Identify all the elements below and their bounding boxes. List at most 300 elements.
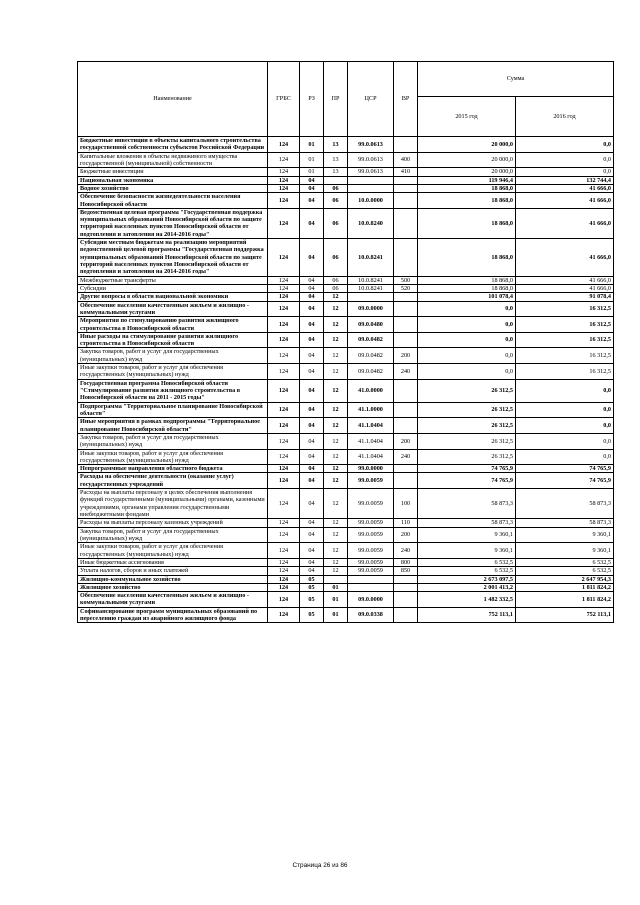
row-sum-2016: 1 811 824,2 xyxy=(516,592,614,608)
row-sum-2015: 0,0 xyxy=(418,332,516,348)
row-grbs: 124 xyxy=(268,527,300,543)
row-sum-2016: 0,0 xyxy=(516,168,614,176)
header-pr: ПР xyxy=(324,62,348,137)
table-row xyxy=(78,176,614,184)
table-row xyxy=(78,193,614,209)
row-csr: 99.0.0059 xyxy=(348,543,394,559)
row-sum-2016: 16 312,5 xyxy=(516,301,614,317)
row-name: Национальная экономика xyxy=(78,176,268,184)
row-name: Иные закупки товаров, работ и услуг для обеспечения государственных (муниципальных) нужд xyxy=(78,543,268,559)
row-grbs: 124 xyxy=(268,592,300,608)
row-sum-2016: 41 666,0 xyxy=(516,284,614,292)
table-row xyxy=(78,465,614,473)
row-csr: 10.0.8241 xyxy=(348,284,394,292)
header-name: Наименование xyxy=(78,62,268,137)
row-grbs: 124 xyxy=(268,575,300,583)
row-csr: 99.0.0059 xyxy=(348,519,394,527)
row-csr: 99.0.0613 xyxy=(348,168,394,176)
row-pr: 12 xyxy=(324,449,348,465)
table-row xyxy=(78,418,614,434)
row-vr: 200 xyxy=(394,527,418,543)
table-row xyxy=(78,348,614,364)
table-row xyxy=(78,276,614,284)
row-rz: 04 xyxy=(300,465,324,473)
row-rz: 04 xyxy=(300,208,324,238)
row-name: Ведомственная целевая программа "Государственная поддержка муниципальных образований Новосибирской области по защите территорий населенных пунктов Новосибирской области от подтопления и затопления на 2014-2016 годы" xyxy=(78,208,268,238)
row-sum-2015: 26 312,5 xyxy=(418,433,516,449)
row-sum-2015: 0,0 xyxy=(418,301,516,317)
row-sum-2016: 41 666,0 xyxy=(516,239,614,277)
row-grbs: 124 xyxy=(268,276,300,284)
row-pr: 06 xyxy=(324,284,348,292)
row-pr: 06 xyxy=(324,184,348,192)
row-vr xyxy=(394,137,418,153)
row-sum-2016: 0,0 xyxy=(516,152,614,168)
row-csr: 99.0.0613 xyxy=(348,152,394,168)
row-grbs: 124 xyxy=(268,543,300,559)
row-rz: 04 xyxy=(300,418,324,434)
row-vr: 500 xyxy=(394,276,418,284)
row-csr xyxy=(348,583,394,591)
row-name: Обеспечение безопасности жизнедеятельности населения Новосибирской области xyxy=(78,193,268,209)
row-pr xyxy=(324,176,348,184)
row-sum-2015: 20 000,0 xyxy=(418,137,516,153)
table-row xyxy=(78,575,614,583)
table-row xyxy=(78,567,614,575)
row-sum-2016: 41 666,0 xyxy=(516,208,614,238)
row-csr: 99.0.0059 xyxy=(348,567,394,575)
table-row xyxy=(78,519,614,527)
row-grbs: 124 xyxy=(268,583,300,591)
row-sum-2016: 58 873,3 xyxy=(516,519,614,527)
row-rz: 04 xyxy=(300,239,324,277)
row-name: Капитальные вложения в объекты недвижимого имущества государственной (муниципальной) собственности xyxy=(78,152,268,168)
row-sum-2016: 74 765,9 xyxy=(516,465,614,473)
header-csr: ЦСР xyxy=(348,62,394,137)
row-pr: 12 xyxy=(324,348,348,364)
row-vr xyxy=(394,208,418,238)
row-pr: 12 xyxy=(324,301,348,317)
row-sum-2015: 18 868,0 xyxy=(418,276,516,284)
row-name: Обеспечение населения качественным жильем и жилищно - коммунальными услугами xyxy=(78,592,268,608)
row-pr: 12 xyxy=(324,379,348,402)
row-vr xyxy=(394,176,418,184)
row-pr: 01 xyxy=(324,592,348,608)
row-grbs: 124 xyxy=(268,489,300,519)
row-rz: 05 xyxy=(300,583,324,591)
row-sum-2016: 0,0 xyxy=(516,418,614,434)
row-sum-2015: 6 532,5 xyxy=(418,567,516,575)
table-row xyxy=(78,184,614,192)
row-rz: 01 xyxy=(300,137,324,153)
row-name: Подпрограмма "Территориальное планирование Новосибирской области" xyxy=(78,402,268,418)
row-name: Бюджетные инвестиции в объекты капитального строительства государственной собственности субъектов Российской Федерации xyxy=(78,137,268,153)
row-rz: 01 xyxy=(300,168,324,176)
row-vr: 520 xyxy=(394,284,418,292)
row-name: Межбюджетные трансферты xyxy=(78,276,268,284)
header-grbs: ГРБС xyxy=(268,62,300,137)
row-rz: 04 xyxy=(300,489,324,519)
row-csr: 99.0.0059 xyxy=(348,527,394,543)
row-csr: 09.0.0480 xyxy=(348,317,394,333)
row-vr xyxy=(394,575,418,583)
table-row xyxy=(78,473,614,489)
row-sum-2016: 6 532,5 xyxy=(516,567,614,575)
row-csr xyxy=(348,176,394,184)
row-name: Расходы на выплаты персоналу в целях обеспечения выполнения функций государственными (муниципальными) органами, казенными учреждениями, органами управления государственными внебюджетными фондами xyxy=(78,489,268,519)
header-sum: Сумма xyxy=(418,62,614,97)
row-sum-2016: 41 666,0 xyxy=(516,184,614,192)
row-vr xyxy=(394,317,418,333)
row-grbs: 124 xyxy=(268,364,300,380)
row-rz: 04 xyxy=(300,433,324,449)
row-sum-2015: 20 000,0 xyxy=(418,152,516,168)
row-grbs: 124 xyxy=(268,184,300,192)
row-sum-2015: 2 673 097,5 xyxy=(418,575,516,583)
row-vr: 410 xyxy=(394,168,418,176)
table-row xyxy=(78,168,614,176)
table-row xyxy=(78,332,614,348)
table-row xyxy=(78,449,614,465)
row-pr: 12 xyxy=(324,519,348,527)
row-csr: 09.0.0482 xyxy=(348,348,394,364)
row-name: Водное хозяйство xyxy=(78,184,268,192)
row-sum-2016: 9 360,1 xyxy=(516,543,614,559)
row-name: Непрограммные направления областного бюджета xyxy=(78,465,268,473)
row-sum-2015: 0,0 xyxy=(418,317,516,333)
row-grbs: 124 xyxy=(268,433,300,449)
header-rz: РЗ xyxy=(300,62,324,137)
row-grbs: 124 xyxy=(268,379,300,402)
row-rz: 05 xyxy=(300,575,324,583)
row-name: Софинансирование программ муниципальных образований по переселению граждан из аварийного жилищного фонда xyxy=(78,607,268,623)
row-sum-2016: 74 765,9 xyxy=(516,473,614,489)
row-rz: 04 xyxy=(300,527,324,543)
row-pr: 12 xyxy=(324,317,348,333)
table-row xyxy=(78,583,614,591)
row-pr: 12 xyxy=(324,364,348,380)
row-rz: 04 xyxy=(300,449,324,465)
row-sum-2016: 16 312,5 xyxy=(516,364,614,380)
row-pr: 06 xyxy=(324,239,348,277)
row-pr: 12 xyxy=(324,433,348,449)
row-vr xyxy=(394,418,418,434)
row-sum-2016: 41 666,0 xyxy=(516,193,614,209)
table-row xyxy=(78,208,614,238)
row-rz: 04 xyxy=(300,332,324,348)
row-csr: 09.0.0482 xyxy=(348,332,394,348)
row-name: Бюджетные инвестиции xyxy=(78,168,268,176)
row-vr: 240 xyxy=(394,449,418,465)
row-rz: 04 xyxy=(300,184,324,192)
row-sum-2016: 16 312,5 xyxy=(516,332,614,348)
row-pr: 12 xyxy=(324,332,348,348)
row-sum-2015: 2 001 413,2 xyxy=(418,583,516,591)
row-grbs: 124 xyxy=(268,473,300,489)
row-csr: 99.0.0613 xyxy=(348,137,394,153)
row-grbs: 124 xyxy=(268,176,300,184)
row-grbs: 124 xyxy=(268,317,300,333)
row-csr xyxy=(348,184,394,192)
row-sum-2015: 58 873,3 xyxy=(418,519,516,527)
row-grbs: 124 xyxy=(268,152,300,168)
row-rz: 04 xyxy=(300,176,324,184)
row-grbs: 124 xyxy=(268,193,300,209)
table-row xyxy=(78,558,614,566)
row-csr: 41.1.0404 xyxy=(348,418,394,434)
row-sum-2015: 9 360,1 xyxy=(418,543,516,559)
row-grbs: 124 xyxy=(268,208,300,238)
row-sum-2016: 9 360,1 xyxy=(516,527,614,543)
row-name: Расходы на выплаты персоналу казенных учреждений xyxy=(78,519,268,527)
row-csr: 09.0.0482 xyxy=(348,364,394,380)
row-rz: 04 xyxy=(300,317,324,333)
row-csr: 41.1.0404 xyxy=(348,433,394,449)
table-row xyxy=(78,364,614,380)
header-vr: ВР xyxy=(394,62,418,137)
row-sum-2015: 18 868,0 xyxy=(418,193,516,209)
row-pr: 12 xyxy=(324,293,348,301)
row-sum-2015: 18 868,0 xyxy=(418,184,516,192)
row-sum-2016: 752 113,1 xyxy=(516,607,614,623)
row-sum-2016: 132 744,4 xyxy=(516,176,614,184)
row-name: Закупка товаров, работ и услуг для государственных (муниципальных) нужд xyxy=(78,527,268,543)
table-row xyxy=(78,293,614,301)
table-row xyxy=(78,527,614,543)
row-vr: 400 xyxy=(394,152,418,168)
row-name: Закупка товаров, работ и услуг для государственных (муниципальных) нужд xyxy=(78,348,268,364)
row-grbs: 124 xyxy=(268,284,300,292)
row-grbs: 124 xyxy=(268,137,300,153)
row-sum-2016: 41 666,0 xyxy=(516,276,614,284)
row-pr: 12 xyxy=(324,527,348,543)
row-grbs: 124 xyxy=(268,465,300,473)
row-pr: 12 xyxy=(324,543,348,559)
table-row xyxy=(78,402,614,418)
row-name: Иные закупки товаров, работ и услуг для обеспечения государственных (муниципальных) нужд xyxy=(78,364,268,380)
row-sum-2016: 2 647 954,3 xyxy=(516,575,614,583)
row-grbs: 124 xyxy=(268,348,300,364)
row-pr: 06 xyxy=(324,208,348,238)
row-grbs: 124 xyxy=(268,449,300,465)
header-year-2016: 2016 год xyxy=(516,97,614,137)
row-grbs: 124 xyxy=(268,168,300,176)
row-csr: 09.0.0000 xyxy=(348,301,394,317)
row-vr xyxy=(394,184,418,192)
row-sum-2016: 91 078,4 xyxy=(516,293,614,301)
table-row xyxy=(78,543,614,559)
row-vr xyxy=(394,332,418,348)
row-rz: 04 xyxy=(300,348,324,364)
row-vr xyxy=(394,239,418,277)
row-vr xyxy=(394,301,418,317)
row-csr: 99.0.0059 xyxy=(348,489,394,519)
row-vr xyxy=(394,592,418,608)
row-vr: 110 xyxy=(394,519,418,527)
row-sum-2015: 18 868,0 xyxy=(418,284,516,292)
row-vr: 200 xyxy=(394,348,418,364)
row-rz: 04 xyxy=(300,558,324,566)
row-name: Субсидии местным бюджетам на реализацию мероприятий ведомственной целевой программы "Государственная поддержка муниципальных образований Новосибирской области по защите территорий населенных пунктов Новосибирской области от подтопления и затопления на 2014-2016 годы" xyxy=(78,239,268,277)
table-row xyxy=(78,284,614,292)
row-csr: 41.0.0000 xyxy=(348,379,394,402)
row-sum-2015: 101 078,4 xyxy=(418,293,516,301)
table-row xyxy=(78,239,614,277)
row-pr: 01 xyxy=(324,583,348,591)
table-row xyxy=(78,317,614,333)
row-name: Иные расходы на стимулирование развития жилищного строительства в Новосибирской области xyxy=(78,332,268,348)
row-csr: 10.0.0000 xyxy=(348,193,394,209)
row-vr: 240 xyxy=(394,543,418,559)
row-sum-2016: 0,0 xyxy=(516,433,614,449)
row-sum-2016: 0,0 xyxy=(516,379,614,402)
row-pr: 12 xyxy=(324,402,348,418)
row-pr: 12 xyxy=(324,567,348,575)
row-pr: 06 xyxy=(324,276,348,284)
row-sum-2015: 26 312,5 xyxy=(418,418,516,434)
row-vr: 100 xyxy=(394,489,418,519)
row-pr: 12 xyxy=(324,473,348,489)
row-name: Закупка товаров, работ и услуг для государственных (муниципальных) нужд xyxy=(78,433,268,449)
row-name: Иные бюджетные ассигнования xyxy=(78,558,268,566)
row-grbs: 124 xyxy=(268,402,300,418)
row-vr: 850 xyxy=(394,567,418,575)
row-pr: 13 xyxy=(324,152,348,168)
row-name: Иные закупки товаров, работ и услуг для обеспечения государственных (муниципальных) нужд xyxy=(78,449,268,465)
row-pr: 12 xyxy=(324,489,348,519)
row-sum-2015: 6 532,5 xyxy=(418,558,516,566)
row-pr: 12 xyxy=(324,418,348,434)
row-csr: 99.0.0059 xyxy=(348,558,394,566)
row-name: Расходы на обеспечение деятельности (оказание услуг) государственных учреждений xyxy=(78,473,268,489)
row-grbs: 124 xyxy=(268,567,300,575)
row-rz: 04 xyxy=(300,193,324,209)
row-sum-2016: 16 312,5 xyxy=(516,317,614,333)
row-vr xyxy=(394,465,418,473)
row-sum-2015: 0,0 xyxy=(418,348,516,364)
row-rz: 04 xyxy=(300,543,324,559)
row-grbs: 124 xyxy=(268,418,300,434)
row-pr: 12 xyxy=(324,465,348,473)
row-vr xyxy=(394,293,418,301)
row-rz: 04 xyxy=(300,567,324,575)
row-sum-2015: 18 868,0 xyxy=(418,208,516,238)
row-grbs: 124 xyxy=(268,607,300,623)
row-name: Жилищно-коммунальное хозяйство xyxy=(78,575,268,583)
row-sum-2016: 0,0 xyxy=(516,137,614,153)
row-name: Обеспечение населения качественным жильем и жилищно - коммунальными услугами xyxy=(78,301,268,317)
row-csr xyxy=(348,293,394,301)
row-csr: 09.0.0000 xyxy=(348,592,394,608)
row-csr: 09.0.0338 xyxy=(348,607,394,623)
page-number: Страница 26 из 86 xyxy=(292,862,348,869)
row-rz: 04 xyxy=(300,402,324,418)
row-grbs: 124 xyxy=(268,332,300,348)
row-grbs: 124 xyxy=(268,301,300,317)
row-rz: 04 xyxy=(300,379,324,402)
row-rz: 04 xyxy=(300,364,324,380)
row-csr: 41.1.0000 xyxy=(348,402,394,418)
row-pr xyxy=(324,575,348,583)
row-pr: 13 xyxy=(324,168,348,176)
table-row xyxy=(78,607,614,623)
row-pr: 01 xyxy=(324,607,348,623)
row-rz: 04 xyxy=(300,301,324,317)
row-rz: 04 xyxy=(300,519,324,527)
row-vr xyxy=(394,193,418,209)
row-grbs: 124 xyxy=(268,239,300,277)
header-year-2015: 2015 год xyxy=(418,97,516,137)
row-sum-2016: 58 873,3 xyxy=(516,489,614,519)
row-sum-2015: 119 946,4 xyxy=(418,176,516,184)
row-sum-2015: 74 765,9 xyxy=(418,465,516,473)
row-csr xyxy=(348,575,394,583)
row-pr: 13 xyxy=(324,137,348,153)
row-vr xyxy=(394,473,418,489)
budget-table xyxy=(77,61,614,623)
row-name: Иные мероприятия в рамках подпрограммы "Территориальное планирование Новосибирской области" xyxy=(78,418,268,434)
row-csr: 10.0.8240 xyxy=(348,208,394,238)
row-rz: 05 xyxy=(300,592,324,608)
row-pr: 06 xyxy=(324,193,348,209)
row-name: Государственная программа Новосибирской области "Стимулирование развития жилищного строительства в Новосибирской области на 2011 - 2015 годы" xyxy=(78,379,268,402)
row-rz: 01 xyxy=(300,152,324,168)
row-vr: 200 xyxy=(394,433,418,449)
row-sum-2015: 0,0 xyxy=(418,364,516,380)
table-row xyxy=(78,433,614,449)
row-sum-2015: 26 312,5 xyxy=(418,379,516,402)
row-csr: 99.0.0059 xyxy=(348,473,394,489)
row-sum-2015: 9 360,1 xyxy=(418,527,516,543)
row-rz: 05 xyxy=(300,607,324,623)
table-row xyxy=(78,137,614,153)
row-sum-2016: 0,0 xyxy=(516,449,614,465)
table-row xyxy=(78,489,614,519)
row-csr: 10.0.8241 xyxy=(348,276,394,284)
row-vr xyxy=(394,583,418,591)
row-sum-2015: 20 000,0 xyxy=(418,168,516,176)
row-sum-2016: 0,0 xyxy=(516,402,614,418)
row-rz: 04 xyxy=(300,293,324,301)
row-sum-2015: 1 482 332,5 xyxy=(418,592,516,608)
row-pr: 12 xyxy=(324,558,348,566)
table-row xyxy=(78,379,614,402)
row-name: Жилищное хозяйство xyxy=(78,583,268,591)
row-grbs: 124 xyxy=(268,558,300,566)
row-rz: 04 xyxy=(300,284,324,292)
row-sum-2015: 752 113,1 xyxy=(418,607,516,623)
row-sum-2016: 16 312,5 xyxy=(516,348,614,364)
row-sum-2015: 74 765,9 xyxy=(418,473,516,489)
row-name: Уплата налогов, сборов и иных платежей xyxy=(78,567,268,575)
row-vr xyxy=(394,379,418,402)
row-vr: 240 xyxy=(394,364,418,380)
row-sum-2015: 26 312,5 xyxy=(418,449,516,465)
row-name: Субсидии xyxy=(78,284,268,292)
row-sum-2015: 58 873,3 xyxy=(418,489,516,519)
row-csr: 10.0.8241 xyxy=(348,239,394,277)
row-sum-2015: 18 868,0 xyxy=(418,239,516,277)
table-row xyxy=(78,592,614,608)
table-row xyxy=(78,152,614,168)
row-name: Другие вопросы в области национальной экономики xyxy=(78,293,268,301)
row-grbs: 124 xyxy=(268,519,300,527)
row-name: Мероприятия по стимулированию развития жилищного строительства в Новосибирской области xyxy=(78,317,268,333)
row-vr xyxy=(394,607,418,623)
row-grbs: 124 xyxy=(268,293,300,301)
row-sum-2016: 1 811 824,2 xyxy=(516,583,614,591)
row-rz: 04 xyxy=(300,276,324,284)
